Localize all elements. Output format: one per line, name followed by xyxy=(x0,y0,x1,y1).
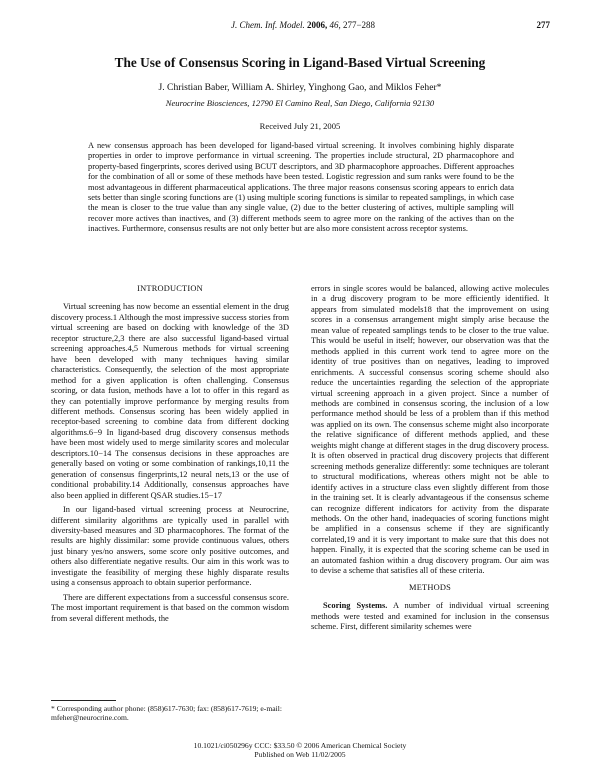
scoring-systems-heading: Scoring Systems. xyxy=(323,601,388,611)
journal-name: J. Chem. Inf. Model. xyxy=(231,20,305,30)
intro-paragraph-3: There are different expectations from a successful consensus score. The most important requirement is that based on the common wisdom from several different methods, the xyxy=(51,592,289,623)
doi-copyright: 10.1021/ci050296y CCC: $33.50 © 2006 American Chemical Society xyxy=(193,741,407,750)
abstract: A new consensus approach has been developed for ligand-based virtual screening. It involves combining highly disparate properties in order to improve performance in virtual screening. The properties include structural, 2D pharmacophore and property-based fingerprints, scores derived using BCUT descriptors, and 3D pharmacophore approaches. Different approaches for the combination of all or some of these methods have been tested. Logistic regression and sum ranks were found to be the most advantageous in different pharmaceutical applications. The three major reasons consensus scoring appears to enrich data sets better than single scoring functions are (1) using multiple scoring functions is similar to repeated samplings, in which case the mean is closer to the true value than any single value, (2) due to the better clustering of actives, multiple sampling will recover more actives than inactives, and (3) different methods seem to agree more on the ranking of the actives than on the inactives. Furthermore, consensus results are not only better but are also more consistent across receptor systems. xyxy=(88,141,514,234)
received-date: Received July 21, 2005 xyxy=(259,121,341,131)
scoring-systems-text: A number of individual virtual screening methods were tested and examined for inclusion in the consensus scheme. First, different similarity schemes were xyxy=(311,601,549,632)
intro-paragraph-2: In our ligand-based virtual screening process at Neurocrine, different similarity algorithms are typically used in parallel with diversity-based measures and 3D pharmacophores. The format of the results are highly dissimilar: some provide continuous values, others just binary yes/no answers, some score only positive outcomes, and others also differentiate negative results. Our aim in this work was to investigate the feasibility of merging these highly disparate results using a consensus approach to obtain superior performance. xyxy=(51,505,289,588)
journal-year: 2006, xyxy=(306,20,328,30)
author-list: J. Christian Baber, William A. Shirley, Yinghong Gao, and Miklos Feher* xyxy=(158,82,442,93)
journal-citation xyxy=(231,20,375,30)
running-header xyxy=(0,20,600,36)
right-column xyxy=(311,284,549,637)
footnote-rule xyxy=(51,700,116,701)
left-column xyxy=(51,284,289,628)
intro-paragraph-1: Virtual screening has now become an essential element in the drug discovery process.1 Although the most impressive success stories from virtual screening are based on docking with knowledge of the 3D receptor structure,2,3 there are also successful ligand-based virtual screening approaches.4,5 Numerous methods for virtual screening have been developed with many techniques having similar characteristics. Consequently, the selection of the most appropriate method for a given application is often challenging. Consensus scoring, or data fusion, methods have a lot to offer in this regard as they can potentially improve performance by merging results from different methods. Consensus scoring has been widely applied in receptor-based screening to combine data from different docking algorithms.6−9 In ligand-based drug discovery consensus methods have been most widely used to merge similarity scores and molecular descriptors.10−14 The consensus decisions in these approaches are generally based on voting or some combination of rankings,10,11 the generation of consensus fingerprints,12 neural nets,13 or the use of conditional probability.14 Additionally, consensus approaches have also been applied in different QSAR studies.15−17 xyxy=(51,302,289,500)
article-title: The Use of Consensus Scoring in Ligand-Based Virtual Screening xyxy=(114,55,486,70)
right-paragraph-1: errors in single scores would be balanced, allowing active molecules in a drug discovery program to be more efficiently identified. It appears from simulated models18 that the improvement on using scores in a consensus arrangement might simply arise because the mean value of repeated samplings tends to be closer to the true value. This would be useful in itself; however, our observation was that the methods applied in this current work tend to agree more on the identity of true positives than on negatives, leading to improved enrichments. A successful consensus scoring scheme should also reduce the uncertainties regarding the selection of the appropriate virtual screening approach in a given project. Since a number of methods are combined in consensus scoring, the inclusion of a low performance method should be less of a problem than if this method was applied on its own. The consensus scheme might also incorporate the relative significance of different methods applied, and these weights might change at different stages in the drug discovery process. It is often observed in practical drug discovery projects that different screening methods generalize differently: some techniques are tolerant to structural modifications, whereas others might not be able to identify actives in a structure class even slightly different from those in the training set. It is clearly advantageous if the consensus scheme can recognize different indicators for activity from the disparate methods. On the other hand, inadequacies of scoring functions might be amplified in a consensus scheme if they are significantly correlated,19 and it is very important to make sure that this does not happen. Finally, it is expected that the scoring scheme can be used in an automated fashion within a drug discovery program. Our aim was to devise a scheme that satisfies all of these criteria. xyxy=(311,284,549,576)
journal-volume: 46, xyxy=(329,20,341,30)
publication-date: Published on Web 11/02/2005 xyxy=(254,750,346,760)
page-number: 277 xyxy=(536,20,550,30)
page-footer xyxy=(0,741,600,760)
scoring-systems-paragraph xyxy=(311,601,549,632)
affiliation: Neurocrine Biosciences, 12790 El Camino Real, San Diego, California 92130 xyxy=(165,98,435,108)
corresponding-author-footnote: * Corresponding author phone: (858)617-7630; fax: (858)617-7619; e-mail: mfeher@neurocrine.com. xyxy=(51,704,282,723)
journal-pages: 277−288 xyxy=(342,20,376,30)
methods-heading: METHODS xyxy=(409,582,451,592)
introduction-heading: INTRODUCTION xyxy=(137,284,203,293)
